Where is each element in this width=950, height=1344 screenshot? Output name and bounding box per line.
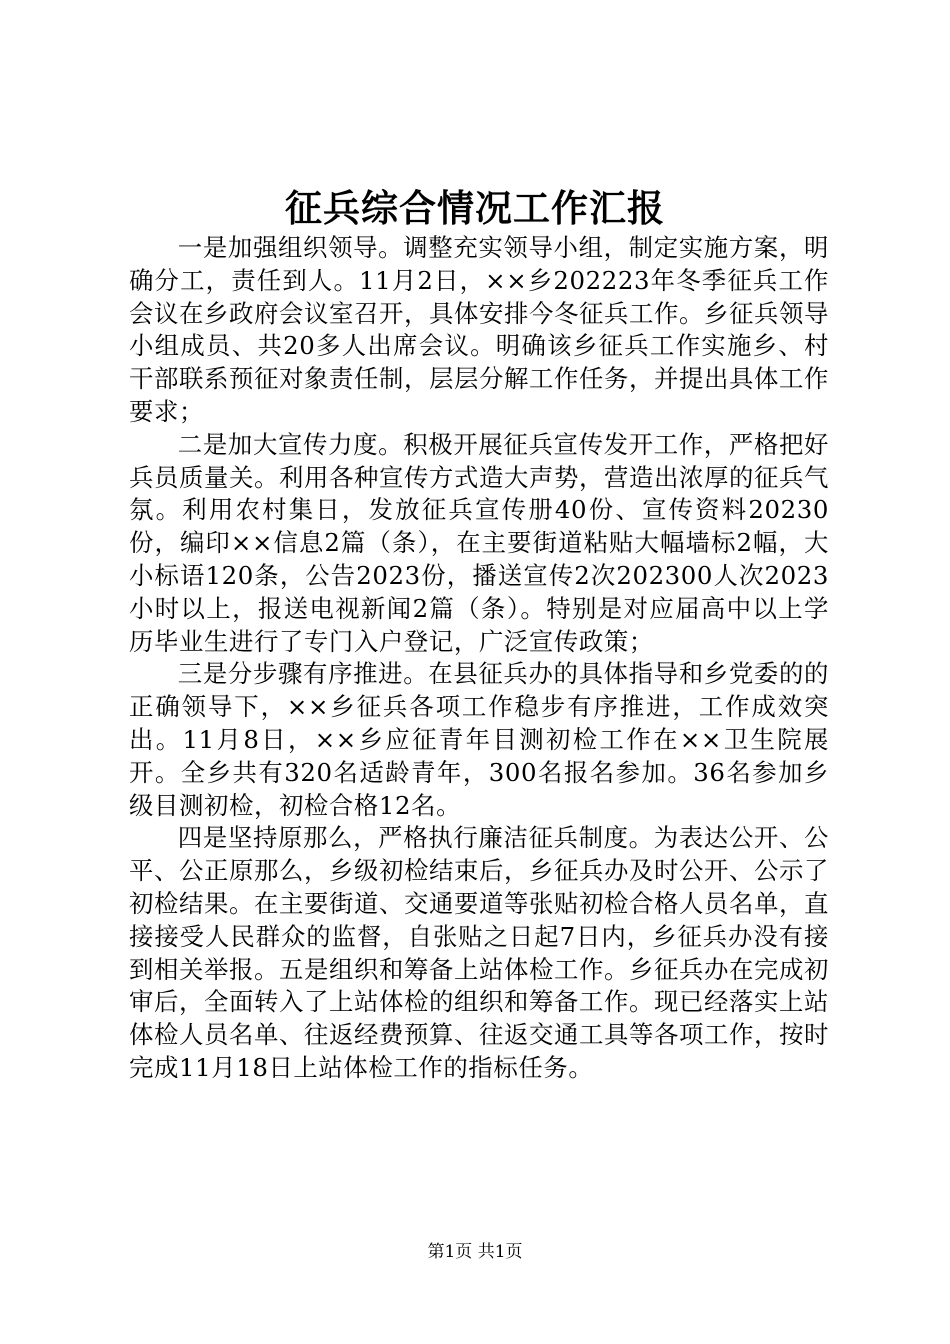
page-number-footer: 第1页 共1页 <box>427 1242 523 1262</box>
document-body <box>129 232 829 1085</box>
paragraph-organization: 一是加强组织领导。调整充实领导小组，制定实施方案，明确分工，责任到人。11月2日，××乡202223年冬季征兵工作会议在乡政府会议室召开，具体安排今冬征兵工作。乡征兵领导小组成员、共20多人出席会议。明确该乡征兵工作实施乡、村干部联系预征对象责任制，层层分解工作任务，并提出具体工作要求； <box>129 233 829 426</box>
paragraph-progress: 三是分步骤有序推进。在县征兵办的具体指导和乡党委的的正确领导下，××乡征兵各项工作稳步有序推进，工作成效突出。11月8日，××乡应征青年目测初检工作在××卫生院展开。全乡共有320名适龄青年，300名报名参加。36名参加乡级目测初检，初检合格12名。 <box>129 659 829 820</box>
document-title: 征兵综合情况工作汇报 <box>285 186 665 230</box>
paragraph-principles: 四是坚持原那么，严格执行廉洁征兵制度。为表达公开、公平、公正原那么，乡级初检结束后，乡征兵办及时公开、公示了初检结果。在主要街道、交通要道等张贴初检合格人员名单，直接接受人民群众的监督，自张贴之日起7日内，乡征兵办没有接到相关举报。五是组织和筹备上站体检工作。乡征兵办在完成初审后，全面转入了上站体检的组织和筹备工作。现已经落实上站体检人员名单、往返经费预算、往返交通工具等各项工作，按时完成11月18日上站体检工作的指标任务。 <box>129 823 829 1082</box>
paragraph-publicity: 二是加大宣传力度。积极开展征兵宣传发开工作，严格把好兵员质量关。利用各种宣传方式造大声势，营造出浓厚的征兵气氛。利用农村集日，发放征兵宣传册40份、宣传资料20230份，编印××信息2篇（条），在主要街道粘贴大幅墙标2幅，大小标语120条，公告2023份，播送宣传2次202300人次2023小时以上，报送电视新闻2篇（条）。特别是对应届高中以上学历毕业生进行了专门入户登记，广泛宣传政策； <box>129 429 829 656</box>
